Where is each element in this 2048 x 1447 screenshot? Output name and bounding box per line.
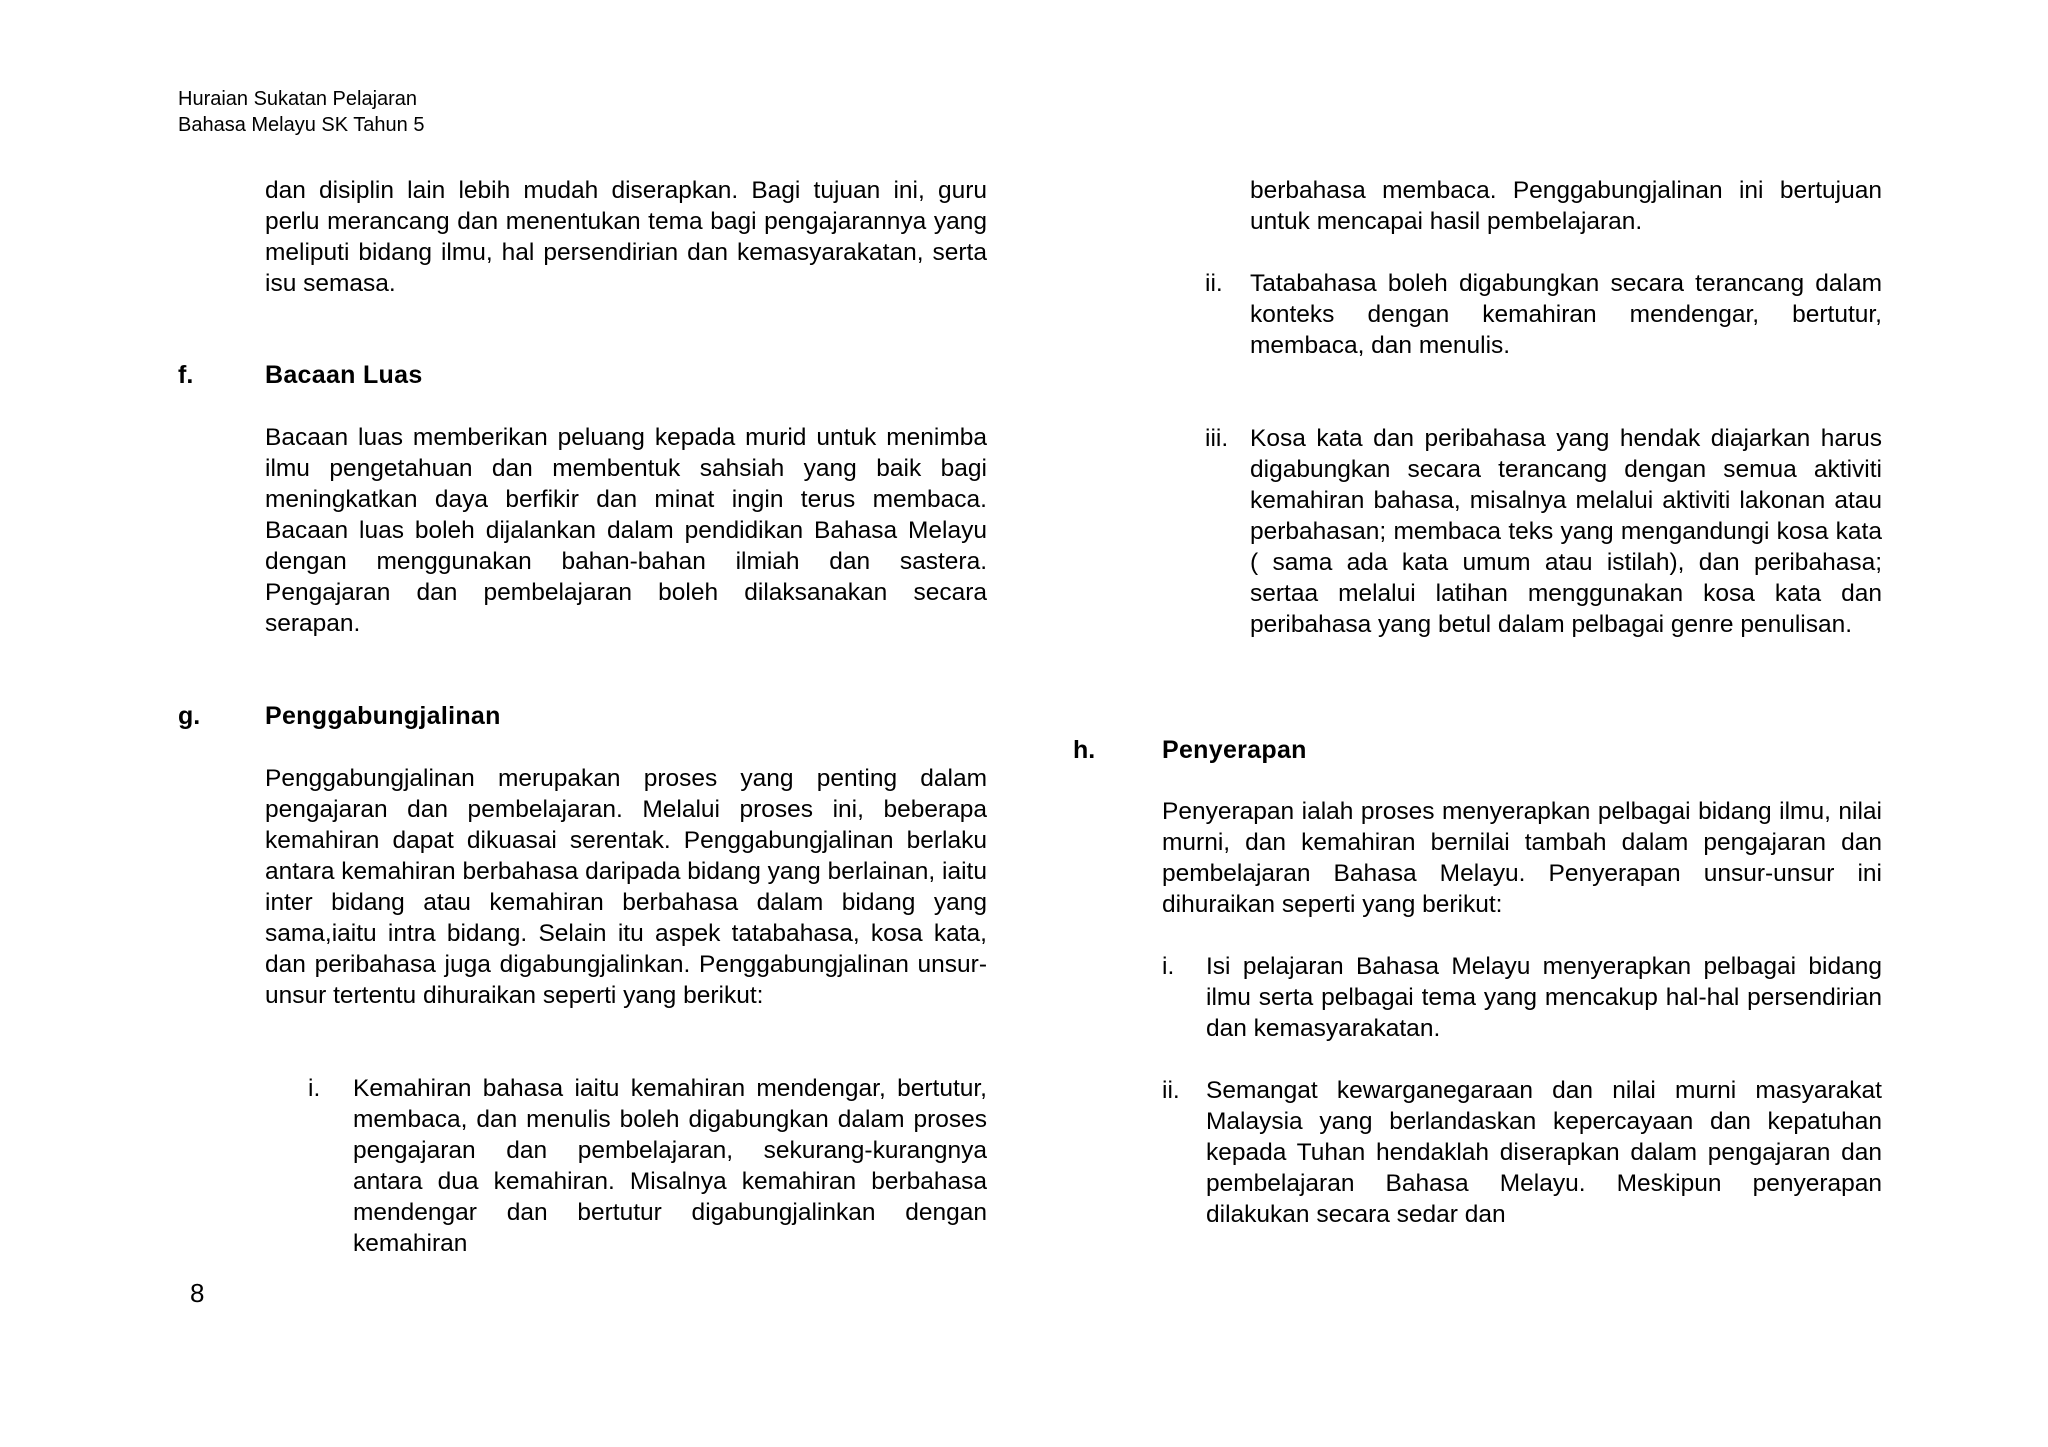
section-g-item-i-text: Kemahiran bahasa iaitu kemahiran mendengar, bertutur, membaca, dan menulis boleh digabungkan dalam proses pengajaran dan pembelajaran, sekurang-kurangnya antara dua kemahiran. Misalnya kemahiran berbahasa mendengar dan bertutur digabungjalinkan dengan kemahiran [353, 1075, 987, 1257]
section-g-title: Penggabungjalinan [265, 702, 501, 730]
page-number: 8 [190, 1278, 205, 1308]
right-continuation [1250, 175, 1882, 237]
item-iii [1250, 423, 1882, 640]
header-line-1: Huraian Sukatan Pelajaran [178, 88, 418, 110]
section-h-item-ii [1206, 1075, 1882, 1230]
section-h-item-ii-number: ii. [1162, 1077, 1180, 1104]
section-f-text: Bacaan luas memberikan peluang kepada murid untuk menimba ilmu pengetahuan dan membentuk sahsiah yang baik bagi meningkatkan daya berfikir dan minat ingin terus membaca. Bacaan luas boleh dijalankan dalam pendidikan Bahasa Melayu dengan menggunakan bahan-bahan ilmiah dan sastera. Pengajaran dan pembelajaran boleh dilaksanakan secara serapan. [265, 424, 987, 637]
section-f-letter: f. [178, 361, 194, 389]
continuation-text: berbahasa membaca. Penggabungjalinan ini bertujuan untuk mencapai hasil pembelajaran. [1250, 177, 1882, 235]
item-iii-text: Kosa kata dan peribahasa yang hendak diajarkan harus digabungkan secara terancang dengan semua aktiviti kemahiran bahasa, misalnya melalui aktiviti lakonan atau perbahasan; membaca teks yang mengandungi kosa kata ( sama ada kata umum atau istilah), dan peribahasa; sertaa melalui latihan menggunakan kosa kata dan peribahasa yang betul dalam pelbagai genre penulisan. [1250, 425, 1882, 638]
section-h-item-ii-text: Semangat kewarganegaraan dan nilai murni masyarakat Malaysia yang berlandaskan kepercayaan dan kepatuhan kepada Tuhan hendaklah diserapkan dalam pengajaran dan pembelajaran Bahasa Melayu. Meskipun penyerapan dilakukan secara sedar dan [1206, 1077, 1882, 1228]
section-h-item-i-number: i. [1162, 953, 1175, 980]
item-ii [1250, 268, 1882, 361]
section-h-item-i-text: Isi pelajaran Bahasa Melayu menyerapkan pelbagai bidang ilmu serta pelbagai tema yang mencakup hal-hal persendirian dan kemasyarakatan. [1206, 953, 1882, 1042]
section-h-title: Penyerapan [1162, 736, 1307, 764]
section-f-body [265, 422, 987, 639]
section-h-item-i [1206, 951, 1882, 1044]
section-g-item-i-number: i. [308, 1075, 321, 1102]
section-g-body [265, 763, 987, 1011]
section-g-item-i [353, 1073, 987, 1259]
left-intro-paragraph [265, 175, 987, 299]
header-line-2: Bahasa Melayu SK Tahun 5 [178, 114, 425, 136]
section-f-title: Bacaan Luas [265, 361, 423, 389]
item-ii-number: ii. [1205, 270, 1223, 297]
section-h-letter: h. [1073, 736, 1096, 764]
item-ii-text: Tatabahasa boleh digabungkan secara terancang dalam konteks dengan kemahiran mendengar, bertutur, membaca, dan menulis. [1250, 270, 1882, 359]
section-h-body [1162, 796, 1882, 920]
section-h-text: Penyerapan ialah proses menyerapkan pelbagai bidang ilmu, nilai murni, dan kemahiran bernilai tambah dalam pengajaran dan pembelajaran Bahasa Melayu. Penyerapan unsur-unsur ini dihuraikan seperti yang berikut: [1162, 798, 1882, 918]
intro-text: dan disiplin lain lebih mudah diserapkan. Bagi tujuan ini, guru perlu merancang dan menentukan tema bagi pengajarannya yang meliputi bidang ilmu, hal persendirian dan kemasyarakatan, serta isu semasa. [265, 177, 987, 297]
section-g-text: Penggabungjalinan merupakan proses yang penting dalam pengajaran dan pembelajaran. Melalui proses ini, beberapa kemahiran dapat dikuasai serentak. Penggabungjalinan berlaku antara kemahiran berbahasa daripada bidang yang berlainan, iaitu inter bidang atau kemahiran berbahasa dalam bidang yang sama,iaitu intra bidang. Selain itu aspek tatabahasa, kosa kata, dan peribahasa juga digabungjalinkan. Penggabungjalinan unsur-unsur tertentu dihuraikan seperti yang berikut: [265, 765, 987, 1009]
section-g-letter: g. [178, 702, 201, 730]
item-iii-number: iii. [1205, 425, 1229, 452]
